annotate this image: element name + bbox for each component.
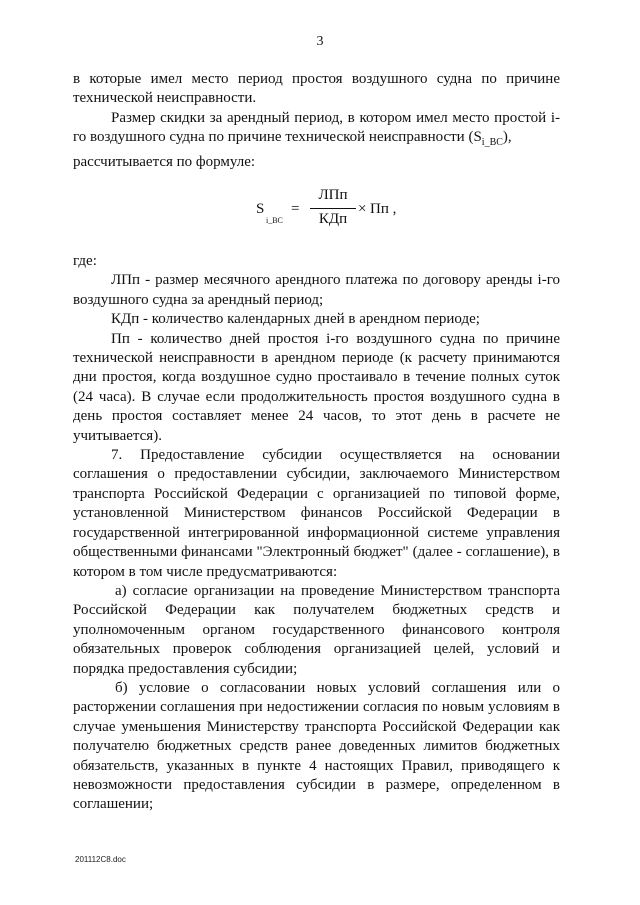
formula-lhs-subscript: i_BC [266, 216, 283, 225]
paragraph-formula-intro: рассчитывается по формуле: [73, 153, 256, 170]
item-b: б) условие о согласовании новых условий соглашения или о расторжении соглашения при недостижении согласия по новым условиям в случае уменьшения Министерству транспорта Российской Федерации как получателю бюджетных средств ранее доведенных лимитов бюджетных обязательств, указанных в пункте 4 настоящих Правил, приводящего к невозможности предоставления субсидии в размере, определенном в соглашении; [73, 679, 560, 813]
paragraph-discount-text: Размер скидки за арендный период, в котором имел место простой i-го воздушного судна по причине технической неисправности (S [73, 109, 560, 146]
formula-denominator: КДп [318, 211, 348, 227]
paragraph-discount-size [73, 109, 560, 153]
discount-formula [256, 186, 416, 234]
page-number: 3 [316, 34, 324, 49]
formula-lhs: S [256, 201, 265, 217]
formula-numerator: ЛПп [318, 187, 348, 203]
inline-symbol-suffix: ), [502, 129, 512, 146]
inline-symbol-subscript: i_BC [481, 137, 503, 149]
definition-lpp: ЛПп - размер месячного арендного платежа по договору аренды i-го воздушного судна за арендный период; [73, 272, 560, 308]
item-a: а) согласие организации на проведение Министерством транспорта Российской Федерации как получателем бюджетных средств и уполномоченным органом государственного финансового контроля обязательных проверок соблюдения организацией целей, условий и порядка предоставления субсидии; [73, 582, 560, 677]
text-block-body [73, 252, 560, 815]
clause-7: 7. Предоставление субсидии осуществляется на основании соглашения о предоставлении субсидии, заключаемого Министерством транспорта Российской Федерации с организацией по типовой форме, установленной Министерством финансов Российской Федерации в государственной интегрированной информационной системе управления общественными финансами "Электронный бюджет" (далее - соглашение), в котором в том числе предусматриваются: [73, 447, 560, 580]
formula-rhs: Пп , [370, 201, 397, 217]
definition-kdp: КДп - количество календарных дней в арендном периоде; [111, 311, 480, 328]
formula-equals: = [291, 201, 300, 217]
formula-times: × [358, 201, 367, 217]
document-code: 201112C8.doc [75, 855, 126, 864]
formula-fraction-bar [310, 208, 356, 209]
paragraph-continuation: в которые имел место период простоя воздушного судна по причине технической неисправности. [73, 71, 560, 107]
where-label: где: [73, 253, 97, 269]
definition-pp: Пп - количество дней простоя i-го воздушного судна по причине технической неисправности в арендном периоде (к расчету принимаются дни простоя, когда воздушное судно простаивало в течение полных суток (24 часа). В случае если продолжительность простоя воздушного судна в день простоя составляет менее 24 часов, то этот день в расчете не учитывается). [73, 330, 560, 444]
text-block-top [73, 70, 560, 172]
